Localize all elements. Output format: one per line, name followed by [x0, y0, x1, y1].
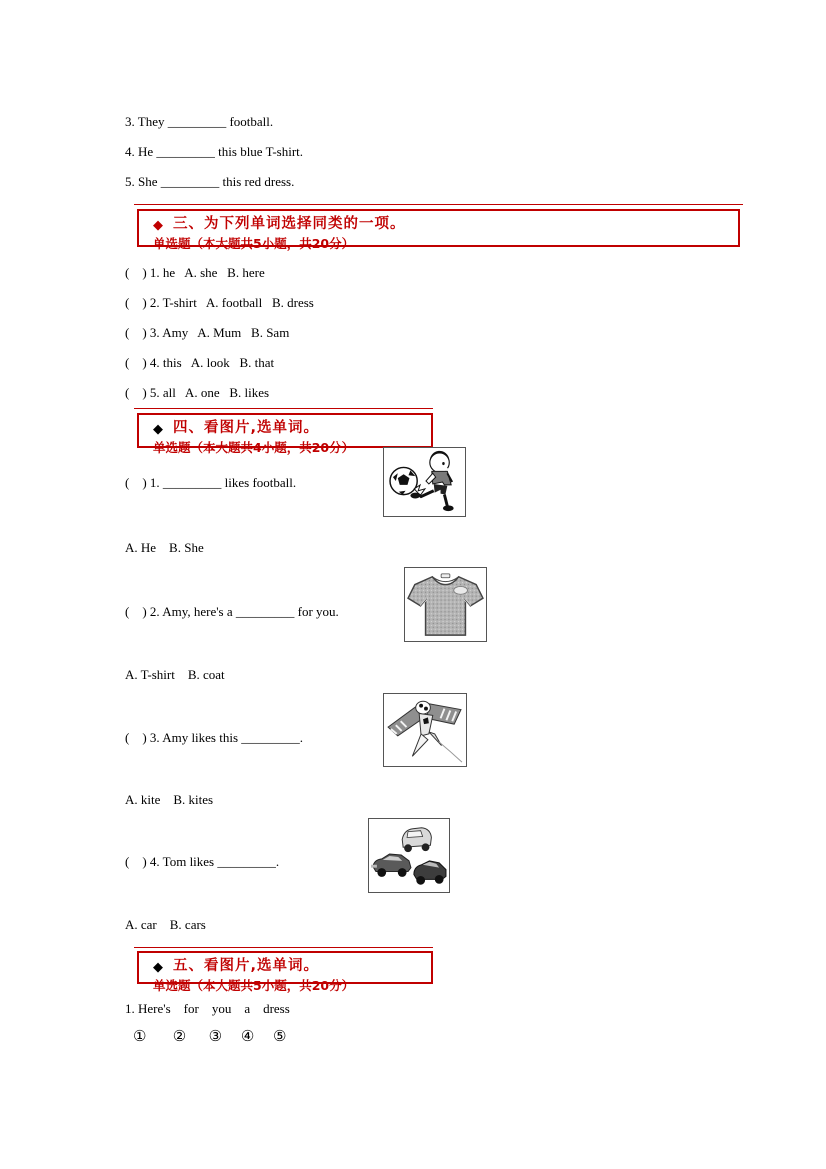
section4-title-row [139, 415, 431, 437]
s5-word-line: 1. Here's for you a dress [125, 1001, 290, 1016]
cars-image [368, 818, 450, 893]
section5-title-row [139, 953, 431, 975]
s5-number-line: ① ② ③ ④ ⑤ [133, 1029, 287, 1045]
s3-question-5: ( ) 5. all A. one B. likes [125, 385, 270, 400]
butterfly-kite-illustration [384, 694, 466, 766]
boy-kicking-football-illustration [384, 448, 465, 516]
diamond-icon: ◆ [153, 216, 163, 232]
section3-title-row [139, 211, 738, 233]
diamond-icon: ◆ [153, 420, 163, 436]
section3-top-rule [134, 204, 743, 205]
tshirt-image [404, 567, 487, 642]
section3-title: 三、为下列单词选择同类的一项。 [173, 216, 406, 232]
section3-header [137, 209, 740, 251]
s4-options-2: A. T-shirt B. coat [125, 667, 225, 682]
section5-header [137, 951, 433, 993]
section4-header [137, 413, 433, 455]
fill-question-5: 5. She _________ this red dress. [125, 174, 295, 189]
s4-options-1: A. He B. She [125, 540, 204, 555]
section5-title: 五、看图片,选单词。 [173, 958, 320, 974]
s4-question-4: ( ) 4. Tom likes _________. [125, 854, 280, 869]
section4-top-rule [134, 408, 433, 409]
section5-subtitle-clipped: 单选题（本大题共5小题，共20分） [153, 978, 355, 993]
gray-t-shirt-illustration [405, 568, 486, 641]
s4-options-3: A. kite B. kites [125, 792, 214, 807]
diamond-icon: ◆ [153, 958, 163, 974]
football-image [383, 447, 466, 517]
section5-top-rule [134, 947, 433, 948]
s4-question-3: ( ) 3. Amy likes this _________. [125, 730, 304, 745]
s4-options-4: A. car B. cars [125, 917, 206, 932]
s3-question-1: ( ) 1. he A. she B. here [125, 265, 265, 280]
s3-question-2: ( ) 2. T-shirt A. football B. dress [125, 295, 314, 310]
kite-image [383, 693, 467, 767]
fill-question-3: 3. They _________ football. [125, 114, 274, 129]
section4-subtitle-clipped: 单选题（本大题共4小题，共20分） [153, 440, 355, 455]
section3-subtitle-clipped: 单选题（本大题共5小题，共20分） [153, 236, 355, 251]
s4-question-1: ( ) 1. _________ likes football. [125, 475, 297, 490]
s3-question-3: ( ) 3. Amy A. Mum B. Sam [125, 325, 290, 340]
section4-title: 四、看图片,选单词。 [173, 420, 320, 436]
s4-question-2: ( ) 2. Amy, here's a _________ for you. [125, 604, 339, 619]
fill-question-4: 4. He _________ this blue T-shirt. [125, 144, 304, 159]
three-cars-illustration [369, 819, 449, 892]
s3-question-4: ( ) 4. this A. look B. that [125, 355, 275, 370]
